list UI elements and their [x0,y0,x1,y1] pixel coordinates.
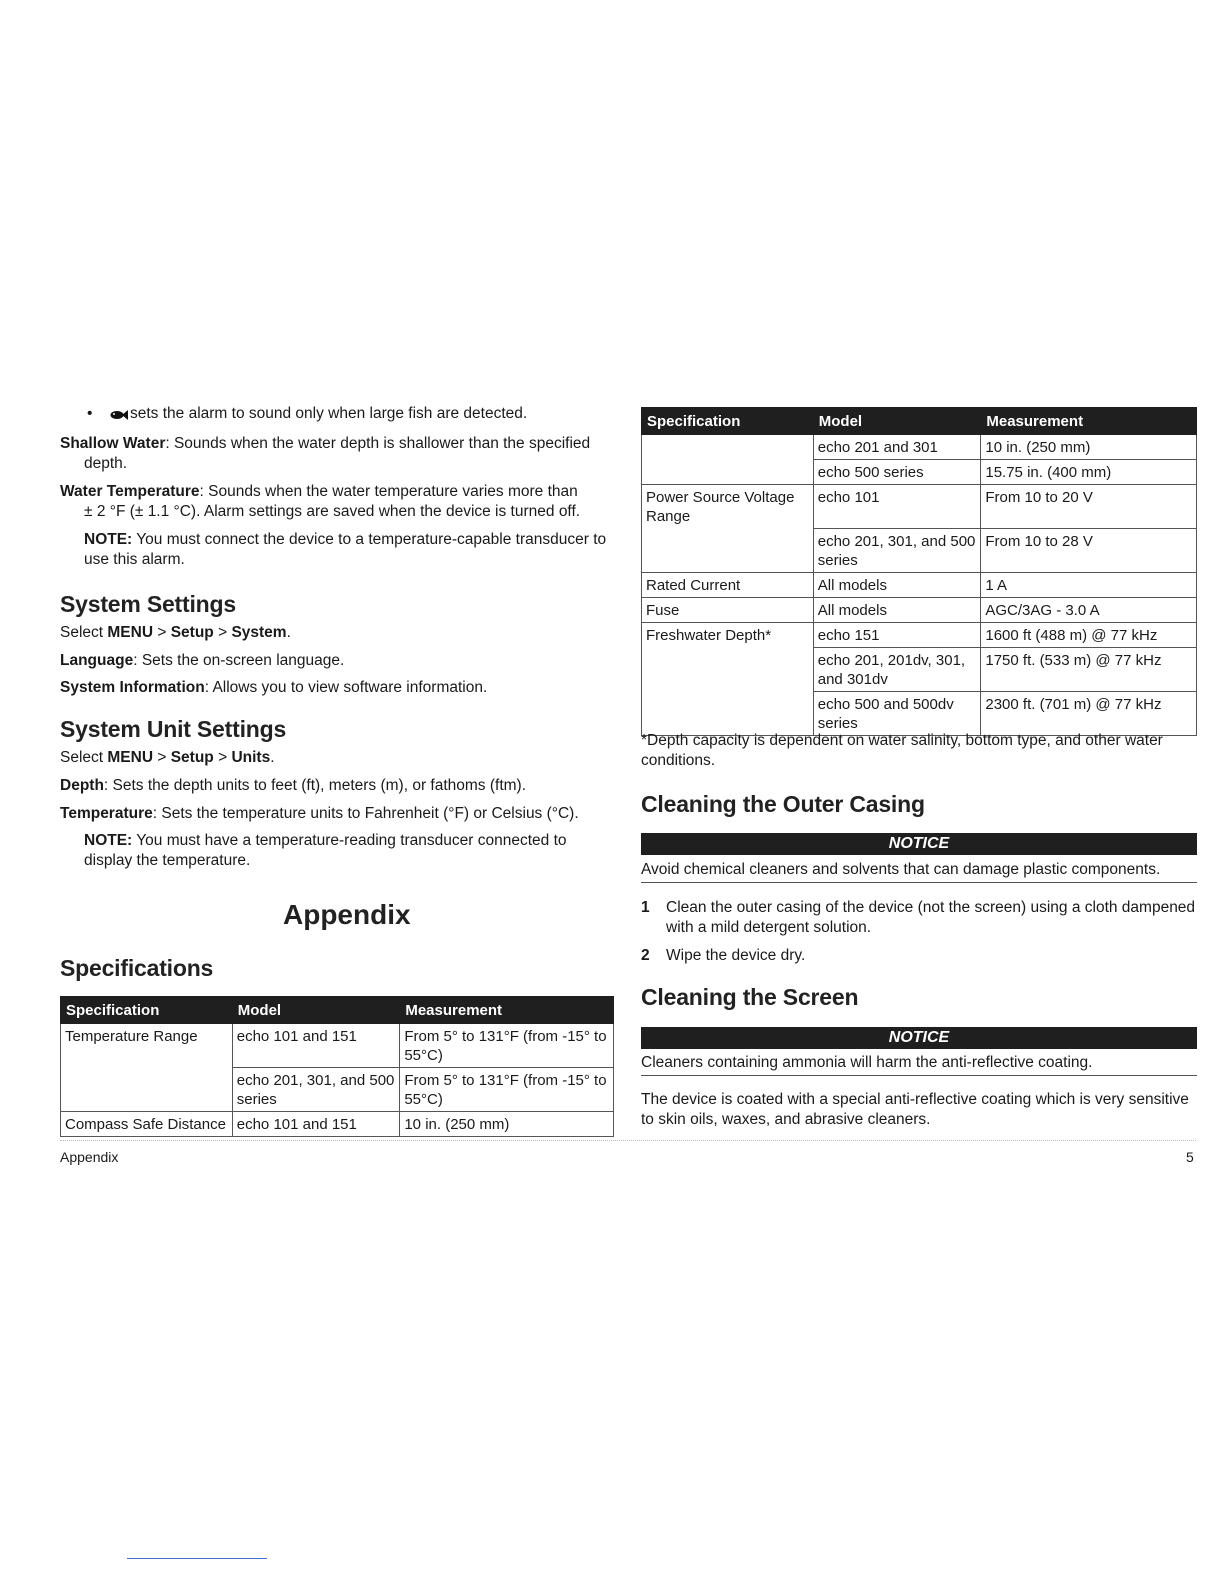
spec-cell-empty [642,460,814,485]
water-temperature-term: Water Temperature [60,483,200,500]
system-unit-settings-heading: System Unit Settings [60,716,287,742]
spec-cell: Power Source Voltage Range [642,485,814,529]
step-number: 2 [641,947,650,964]
note-text-cont: use this alarm. [84,551,185,568]
depth-capacity-footnote: *Depth capacity is dependent on water salinity, bottom type, and other water conditions. [641,732,1163,769]
depth-term: Depth [60,777,104,794]
model-cell: All models [813,572,981,597]
water-temperature-text-cont: ± 2 °F (± 1.1 °C). Alarm settings are saved when the device is turned off. [84,503,581,520]
note-text: You must connect the device to a temperature-capable transducer to [132,531,607,548]
model-cell: echo 151 [813,622,981,647]
path-separator: > [153,624,171,641]
measurement-cell: From 5° to 131°F (from -15° to 55°C) [400,1024,614,1068]
note-label: NOTE: [84,832,133,849]
cleaning-screen-heading: Cleaning the Screen [641,984,859,1010]
footer-section-name: Appendix [60,1149,119,1165]
appendix-title: Appendix [283,899,411,930]
step-text: Clean the outer casing of the device (not the screen) using a cloth dampened with a mild detergent solution. [666,899,1196,936]
model-cell: All models [813,597,981,622]
model-cell: echo 201, 301, and 500 series [813,528,981,572]
notice-text: Cleaners containing ammonia will harm the anti-reflective coating. [641,1053,1197,1076]
menu-key: MENU [107,749,154,766]
note-text-cont: display the temperature. [84,852,251,869]
screen-coating-paragraph: The device is coated with a special anti-reflective coating which is very sensitive to skin oils, waxes, and abrasive cleaners. [641,1091,1189,1128]
column-header-specification: Specification [61,997,233,1024]
water-temperature-definition [60,482,620,522]
model-cell: echo 101 and 151 [232,1112,400,1137]
note-label: NOTE: [84,531,133,548]
specifications-heading: Specifications [60,955,214,981]
measurement-cell: 2300 ft. (701 m) @ 77 kHz [981,691,1197,735]
system-information-definition [60,678,620,698]
spec-cell: Compass Safe Distance [61,1112,233,1137]
shallow-water-definition [60,434,620,474]
measurement-cell: 10 in. (250 mm) [400,1112,614,1137]
temperature-text: : Sets the temperature units to Fahrenheit (°F) or Celsius (°C). [152,805,579,822]
path-separator: > [153,749,171,766]
column-header-measurement: Measurement [981,408,1197,435]
table-row [642,485,1197,529]
system-settings-heading: System Settings [60,591,236,617]
model-cell: echo 500 and 500dv series [813,691,981,735]
language-text: : Sets the on-screen language. [133,652,345,669]
specifications-table-right [641,407,1197,736]
table-header-row [61,997,614,1024]
step-number: 1 [641,899,650,916]
measurement-cell: From 10 to 20 V [981,485,1197,529]
column-header-specification: Specification [642,408,814,435]
setup-menu: Setup [170,624,214,641]
table-header-row [642,408,1197,435]
spec-cell-empty [642,691,814,735]
table-row [642,622,1197,647]
model-cell: echo 101 [813,485,981,529]
spec-cell-empty [642,647,814,691]
measurement-cell: From 5° to 131°F (from -15° to 55°C) [400,1068,614,1112]
large-fish-icon [109,408,129,420]
path-separator: > [213,749,232,766]
system-information-text: : Allows you to view software information. [204,679,488,696]
table-row [642,647,1197,691]
model-cell: echo 101 and 151 [232,1024,400,1068]
spec-cell-empty [61,1068,233,1112]
cleaning-outer-casing-heading: Cleaning the Outer Casing [641,791,925,817]
temperature-term: Temperature [60,805,153,822]
depth-definition [60,776,620,796]
measurement-cell: AGC/3AG - 3.0 A [981,597,1197,622]
footer-divider [60,1140,1196,1141]
water-temperature-text: : Sounds when the water temperature varies more than [199,483,578,500]
shallow-water-term: Shallow Water [60,435,166,452]
notice-banner: NOTICE [641,1027,1197,1049]
system-settings-path [60,623,620,643]
large-fish-bullet-text: sets the alarm to sound only when large fish are detected. [130,405,528,422]
table-row [642,572,1197,597]
system-information-term: System Information [60,679,205,696]
units-menu: Units [231,749,271,766]
setup-menu: Setup [170,749,214,766]
unit-settings-path [60,748,620,768]
table-row [642,460,1197,485]
bottom-link-underline [127,1558,267,1559]
language-definition [60,651,620,671]
spec-cell: Rated Current [642,572,814,597]
table-row [61,1068,614,1112]
notice-banner: NOTICE [641,833,1197,855]
spec-cell-empty [642,528,814,572]
select-text: Select [60,749,108,766]
measurement-cell: 1600 ft (488 m) @ 77 kHz [981,622,1197,647]
select-text: Select [60,624,108,641]
path-end: . [270,749,275,766]
measurement-cell: 15.75 in. (400 mm) [981,460,1197,485]
page-number: 5 [1186,1149,1194,1165]
model-cell: echo 201 and 301 [813,435,981,460]
column-header-measurement: Measurement [400,997,614,1024]
spec-cell: Fuse [642,597,814,622]
spec-cell: Temperature Range [61,1024,233,1068]
table-row [61,1112,614,1137]
menu-key: MENU [107,624,154,641]
shallow-water-text-cont: depth. [84,455,128,472]
measurement-cell: 10 in. (250 mm) [981,435,1197,460]
step-text: Wipe the device dry. [666,947,806,964]
note-text: You must have a temperature-reading transducer connected to [132,832,567,849]
model-cell: echo 201, 301, and 500 series [232,1068,400,1112]
path-separator: > [213,624,232,641]
model-cell: echo 201, 201dv, 301, and 301dv [813,647,981,691]
measurement-cell: 1750 ft. (533 m) @ 77 kHz [981,647,1197,691]
measurement-cell: 1 A [981,572,1197,597]
spec-cell-empty [642,435,814,460]
specifications-table-left [60,996,614,1137]
measurement-cell: From 10 to 28 V [981,528,1197,572]
table-row [642,528,1197,572]
notice-text: Avoid chemical cleaners and solvents that can damage plastic components. [641,860,1197,883]
table-row [642,435,1197,460]
shallow-water-text: : Sounds when the water depth is shallower than the specified [165,435,591,452]
table-row [642,691,1197,735]
column-header-model: Model [813,408,981,435]
path-end: . [286,624,291,641]
language-term: Language [60,652,134,669]
depth-text: : Sets the depth units to feet (ft), meters (m), or fathoms (ftm). [103,777,527,794]
model-cell: echo 500 series [813,460,981,485]
spec-cell: Freshwater Depth* [642,622,814,647]
temperature-alarm-note [84,530,614,570]
bullet-dot: • [87,405,93,422]
column-header-model: Model [232,997,400,1024]
table-row [642,597,1197,622]
system-menu: System [231,624,287,641]
table-row [61,1024,614,1068]
temperature-transducer-note [84,831,614,871]
temperature-definition [60,804,620,824]
